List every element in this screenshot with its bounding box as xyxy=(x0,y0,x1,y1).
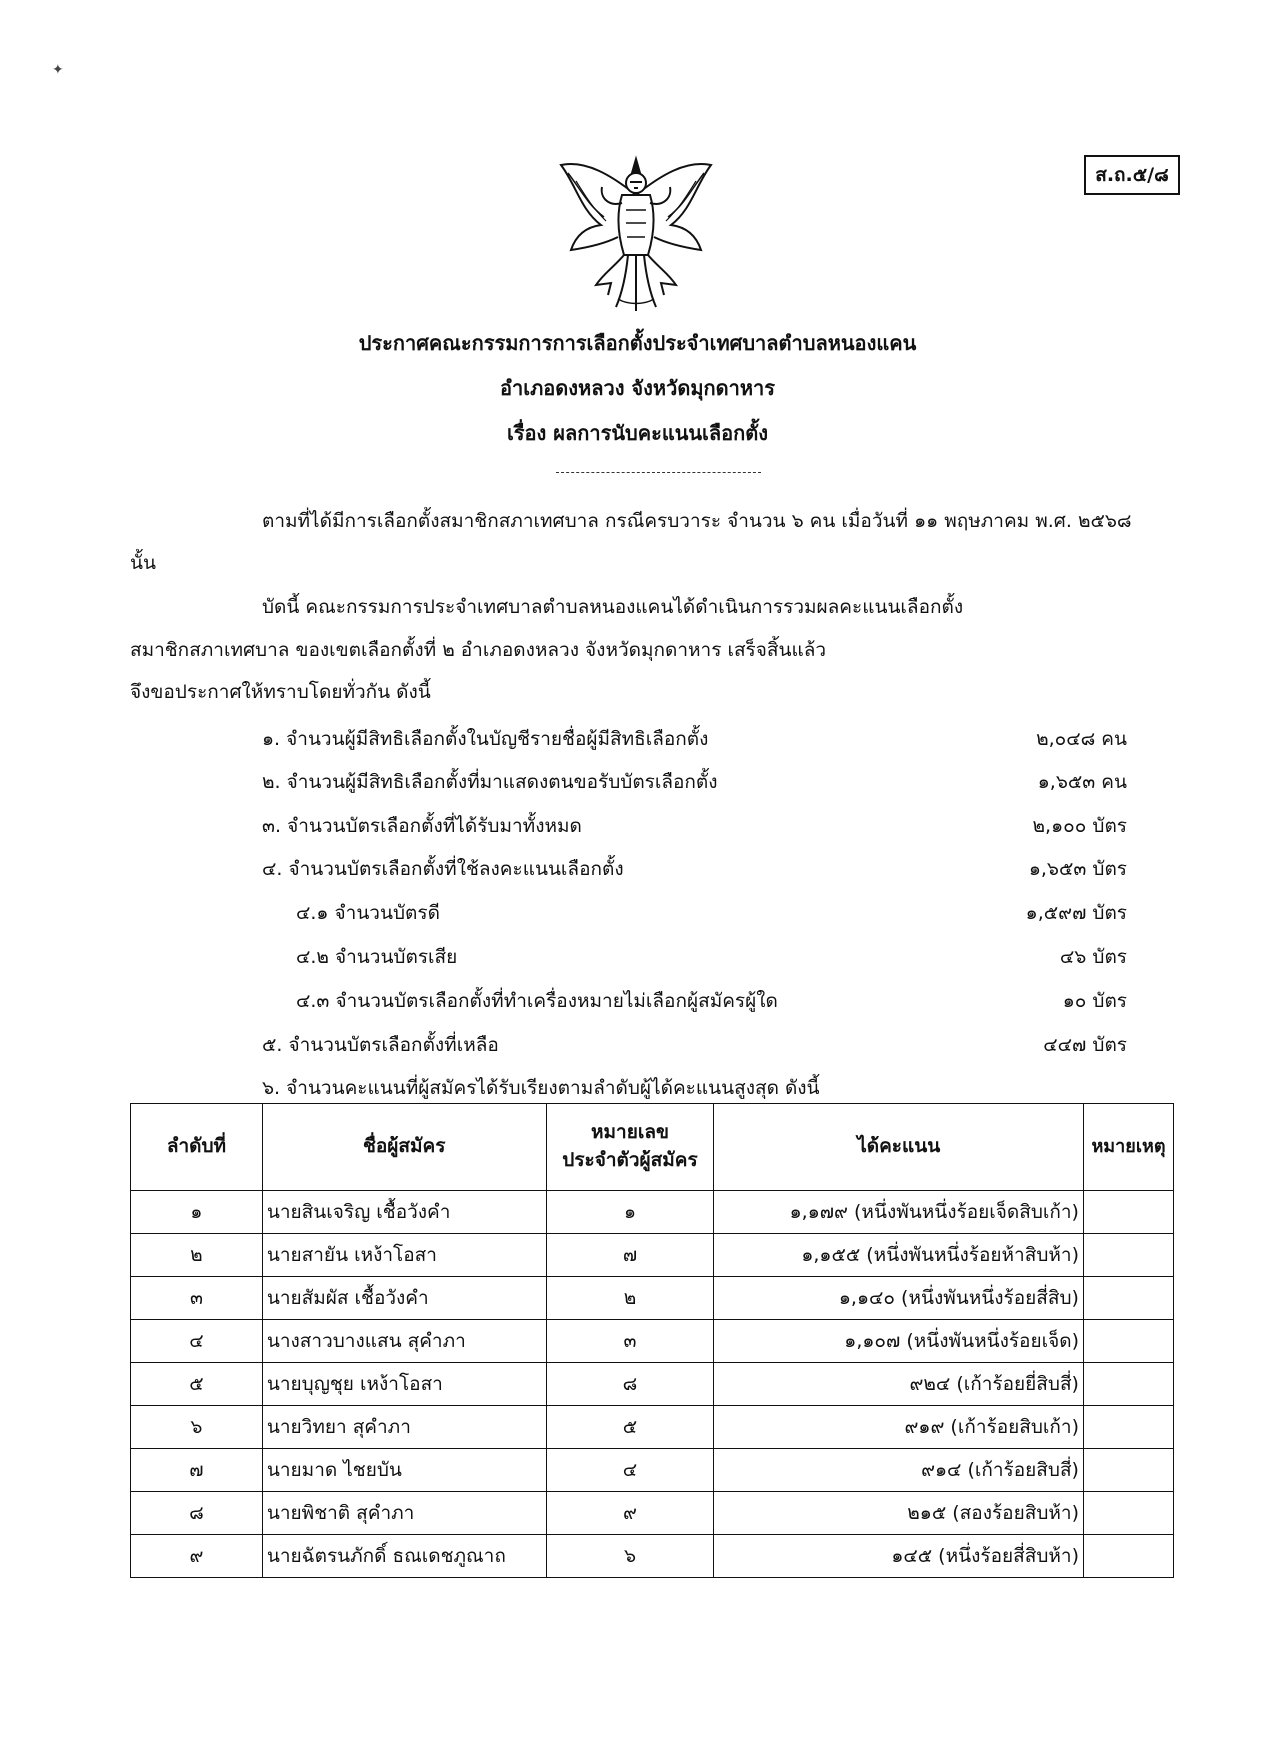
stat-label: ๑. จำนวนผู้มีสิทธิเลือกตั้งในบัญชีรายชื่อผู้มีสิทธิเลือกตั้ง xyxy=(262,728,709,750)
table-row xyxy=(131,1191,1174,1234)
header-number-line-1: หมายเลข xyxy=(591,1121,669,1144)
cell-score: ๒๑๕ (สองร้อยสิบห้า) xyxy=(714,1492,1084,1535)
table-row xyxy=(131,1449,1174,1492)
paragraph-2-line-2: สมาชิกสภาเทศบาล ของเขตเลือกตั้งที่ ๒ อำเภอดงหลวง จังหวัดมุกดาหาร เสร็จสิ้นแล้ว xyxy=(130,639,827,661)
cell-rank: ๒ xyxy=(131,1234,263,1277)
cell-score: ๑,๑๕๕ (หนึ่งพันหนึ่งร้อยห้าสิบห้า) xyxy=(714,1234,1084,1277)
cell-number: ๕ xyxy=(546,1406,714,1449)
cell-score: ๑,๑๔๐ (หนึ่งพันหนึ่งร้อยสี่สิบ) xyxy=(714,1277,1084,1320)
header-number xyxy=(546,1104,714,1191)
stat-label: ๔. จำนวนบัตรเลือกตั้งที่ใช้ลงคะแนนเลือกตั้ง xyxy=(262,858,624,880)
stat-value: ๑๐ บัตร xyxy=(1062,990,1127,1012)
header-remark: หมายเหตุ xyxy=(1083,1104,1173,1191)
scan-speck: ✦ xyxy=(52,62,64,78)
cell-score: ๑,๑๐๗ (หนึ่งพันหนึ่งร้อยเจ็ด) xyxy=(714,1320,1084,1363)
cell-name: นายพิชาติ สุคำภา xyxy=(262,1492,546,1535)
cell-name: นายฉัตรนภักดิ์ ธณเดชภูณาถ xyxy=(262,1535,546,1578)
cell-rank: ๗ xyxy=(131,1449,263,1492)
stat-value: ๒,๐๔๘ คน xyxy=(1036,728,1127,750)
cell-remark xyxy=(1083,1535,1173,1578)
title-divider xyxy=(556,472,761,473)
cell-remark xyxy=(1083,1492,1173,1535)
cell-number: ๖ xyxy=(546,1535,714,1578)
form-code: ส.ถ.๕/๘ xyxy=(1095,164,1169,186)
table-row xyxy=(131,1535,1174,1578)
header-score: ได้คะแนน xyxy=(714,1104,1084,1191)
cell-score: ๙๒๔ (เก้าร้อยยี่สิบสี่) xyxy=(714,1363,1084,1406)
cell-score: ๙๑๔ (เก้าร้อยสิบสี่) xyxy=(714,1449,1084,1492)
cell-number: ๔ xyxy=(546,1449,714,1492)
paragraph-1-line-2: นั้น xyxy=(130,552,156,574)
cell-rank: ๘ xyxy=(131,1492,263,1535)
cell-rank: ๑ xyxy=(131,1191,263,1234)
cell-rank: ๙ xyxy=(131,1535,263,1578)
cell-number: ๑ xyxy=(546,1191,714,1234)
paragraph-1-line-1: ตามที่ได้มีการเลือกตั้งสมาชิกสภาเทศบาล กรณีครบวาระ จำนวน ๖ คน เมื่อวันที่ ๑๑ พฤษภาคม พ.ศ. ๒๕๖๘ xyxy=(262,510,1132,532)
stat-value: ๔๖ บัตร xyxy=(1059,946,1127,968)
cell-number: ๘ xyxy=(546,1363,714,1406)
cell-rank: ๕ xyxy=(131,1363,263,1406)
cell-remark xyxy=(1083,1191,1173,1234)
table-row xyxy=(131,1320,1174,1363)
cell-score: ๙๑๙ (เก้าร้อยสิบเก้า) xyxy=(714,1406,1084,1449)
cell-name: นายวิทยา สุคำภา xyxy=(262,1406,546,1449)
cell-name: นายสายัน เหง้าโอสา xyxy=(262,1234,546,1277)
cell-remark xyxy=(1083,1363,1173,1406)
cell-score: ๑๔๕ (หนึ่งร้อยสี่สิบห้า) xyxy=(714,1535,1084,1578)
cell-score: ๑,๑๗๙ (หนึ่งพันหนึ่งร้อยเจ็ดสิบเก้า) xyxy=(714,1191,1084,1234)
cell-rank: ๖ xyxy=(131,1406,263,1449)
table-row xyxy=(131,1277,1174,1320)
announcement-title: ประกาศคณะกรรมการการเลือกตั้งประจำเทศบาลตำบลหนองแคน xyxy=(358,331,917,355)
header-name: ชื่อผู้สมัคร xyxy=(262,1104,546,1191)
stat-value: ๒,๑๐๐ บัตร xyxy=(1032,815,1127,837)
cell-remark xyxy=(1083,1406,1173,1449)
cell-number: ๗ xyxy=(546,1234,714,1277)
cell-number: ๓ xyxy=(546,1320,714,1363)
cell-remark xyxy=(1083,1277,1173,1320)
cell-name: นายบุญชุย เหง้าโอสา xyxy=(262,1363,546,1406)
cell-name: นายสัมผัส เชื้อวังคำ xyxy=(262,1277,546,1320)
stat-value: ๑,๖๕๓ บัตร xyxy=(1028,858,1127,880)
stat-label: ๓. จำนวนบัตรเลือกตั้งที่ได้รับมาทั้งหมด xyxy=(262,815,582,837)
table-row xyxy=(131,1363,1174,1406)
table-row xyxy=(131,1492,1174,1535)
cell-rank: ๓ xyxy=(131,1277,263,1320)
table-header-row xyxy=(131,1104,1174,1191)
stat-value: ๑,๖๕๓ คน xyxy=(1037,771,1127,793)
results-intro: ๖. จำนวนคะแนนที่ผู้สมัครได้รับเรียงตามลำดับผู้ได้คะแนนสูงสุด ดังนี้ xyxy=(262,1077,820,1099)
garuda-emblem-icon xyxy=(556,155,716,315)
cell-name: นายสินเจริญ เชื้อวังคำ xyxy=(262,1191,546,1234)
cell-name: นางสาวบางแสน สุคำภา xyxy=(262,1320,546,1363)
paragraph-2-line-1: บัดนี้ คณะกรรมการประจำเทศบาลตำบลหนองแคนได้ดำเนินการรวมผลคะแนนเลือกตั้ง xyxy=(262,596,964,618)
cell-rank: ๔ xyxy=(131,1320,263,1363)
cell-remark xyxy=(1083,1449,1173,1492)
announcement-subject: เรื่อง ผลการนับคะแนนเลือกตั้ง xyxy=(506,421,769,445)
stat-value: ๔๔๗ บัตร xyxy=(1043,1034,1127,1056)
paragraph-2-line-3: จึงขอประกาศให้ทราบโดยทั่วกัน ดังนี้ xyxy=(130,681,431,703)
results-table xyxy=(130,1103,1174,1578)
announcement-district: อำเภอดงหลวง จังหวัดมุกดาหาร xyxy=(500,376,775,400)
stat-value: ๑,๕๙๗ บัตร xyxy=(1025,902,1127,924)
table-row xyxy=(131,1234,1174,1277)
stat-label: ๕. จำนวนบัตรเลือกตั้งที่เหลือ xyxy=(262,1034,499,1056)
stat-label: ๔.๒ จำนวนบัตรเสีย xyxy=(296,946,458,968)
stat-label: ๔.๓ จำนวนบัตรเลือกตั้งที่ทำเครื่องหมายไม่เลือกผู้สมัครผู้ใด xyxy=(296,990,778,1012)
cell-remark xyxy=(1083,1234,1173,1277)
cell-remark xyxy=(1083,1320,1173,1363)
header-rank: ลำดับที่ xyxy=(131,1104,263,1191)
header-number-line-2: ประจำตัวผู้สมัคร xyxy=(562,1149,698,1171)
stat-label: ๔.๑ จำนวนบัตรดี xyxy=(296,902,440,924)
form-code-box xyxy=(1084,155,1180,195)
cell-number: ๙ xyxy=(546,1492,714,1535)
cell-name: นายมาด ไชยบัน xyxy=(262,1449,546,1492)
stat-label: ๒. จำนวนผู้มีสิทธิเลือกตั้งที่มาแสดงตนขอรับบัตรเลือกตั้ง xyxy=(262,771,718,793)
cell-number: ๒ xyxy=(546,1277,714,1320)
table-row xyxy=(131,1406,1174,1449)
